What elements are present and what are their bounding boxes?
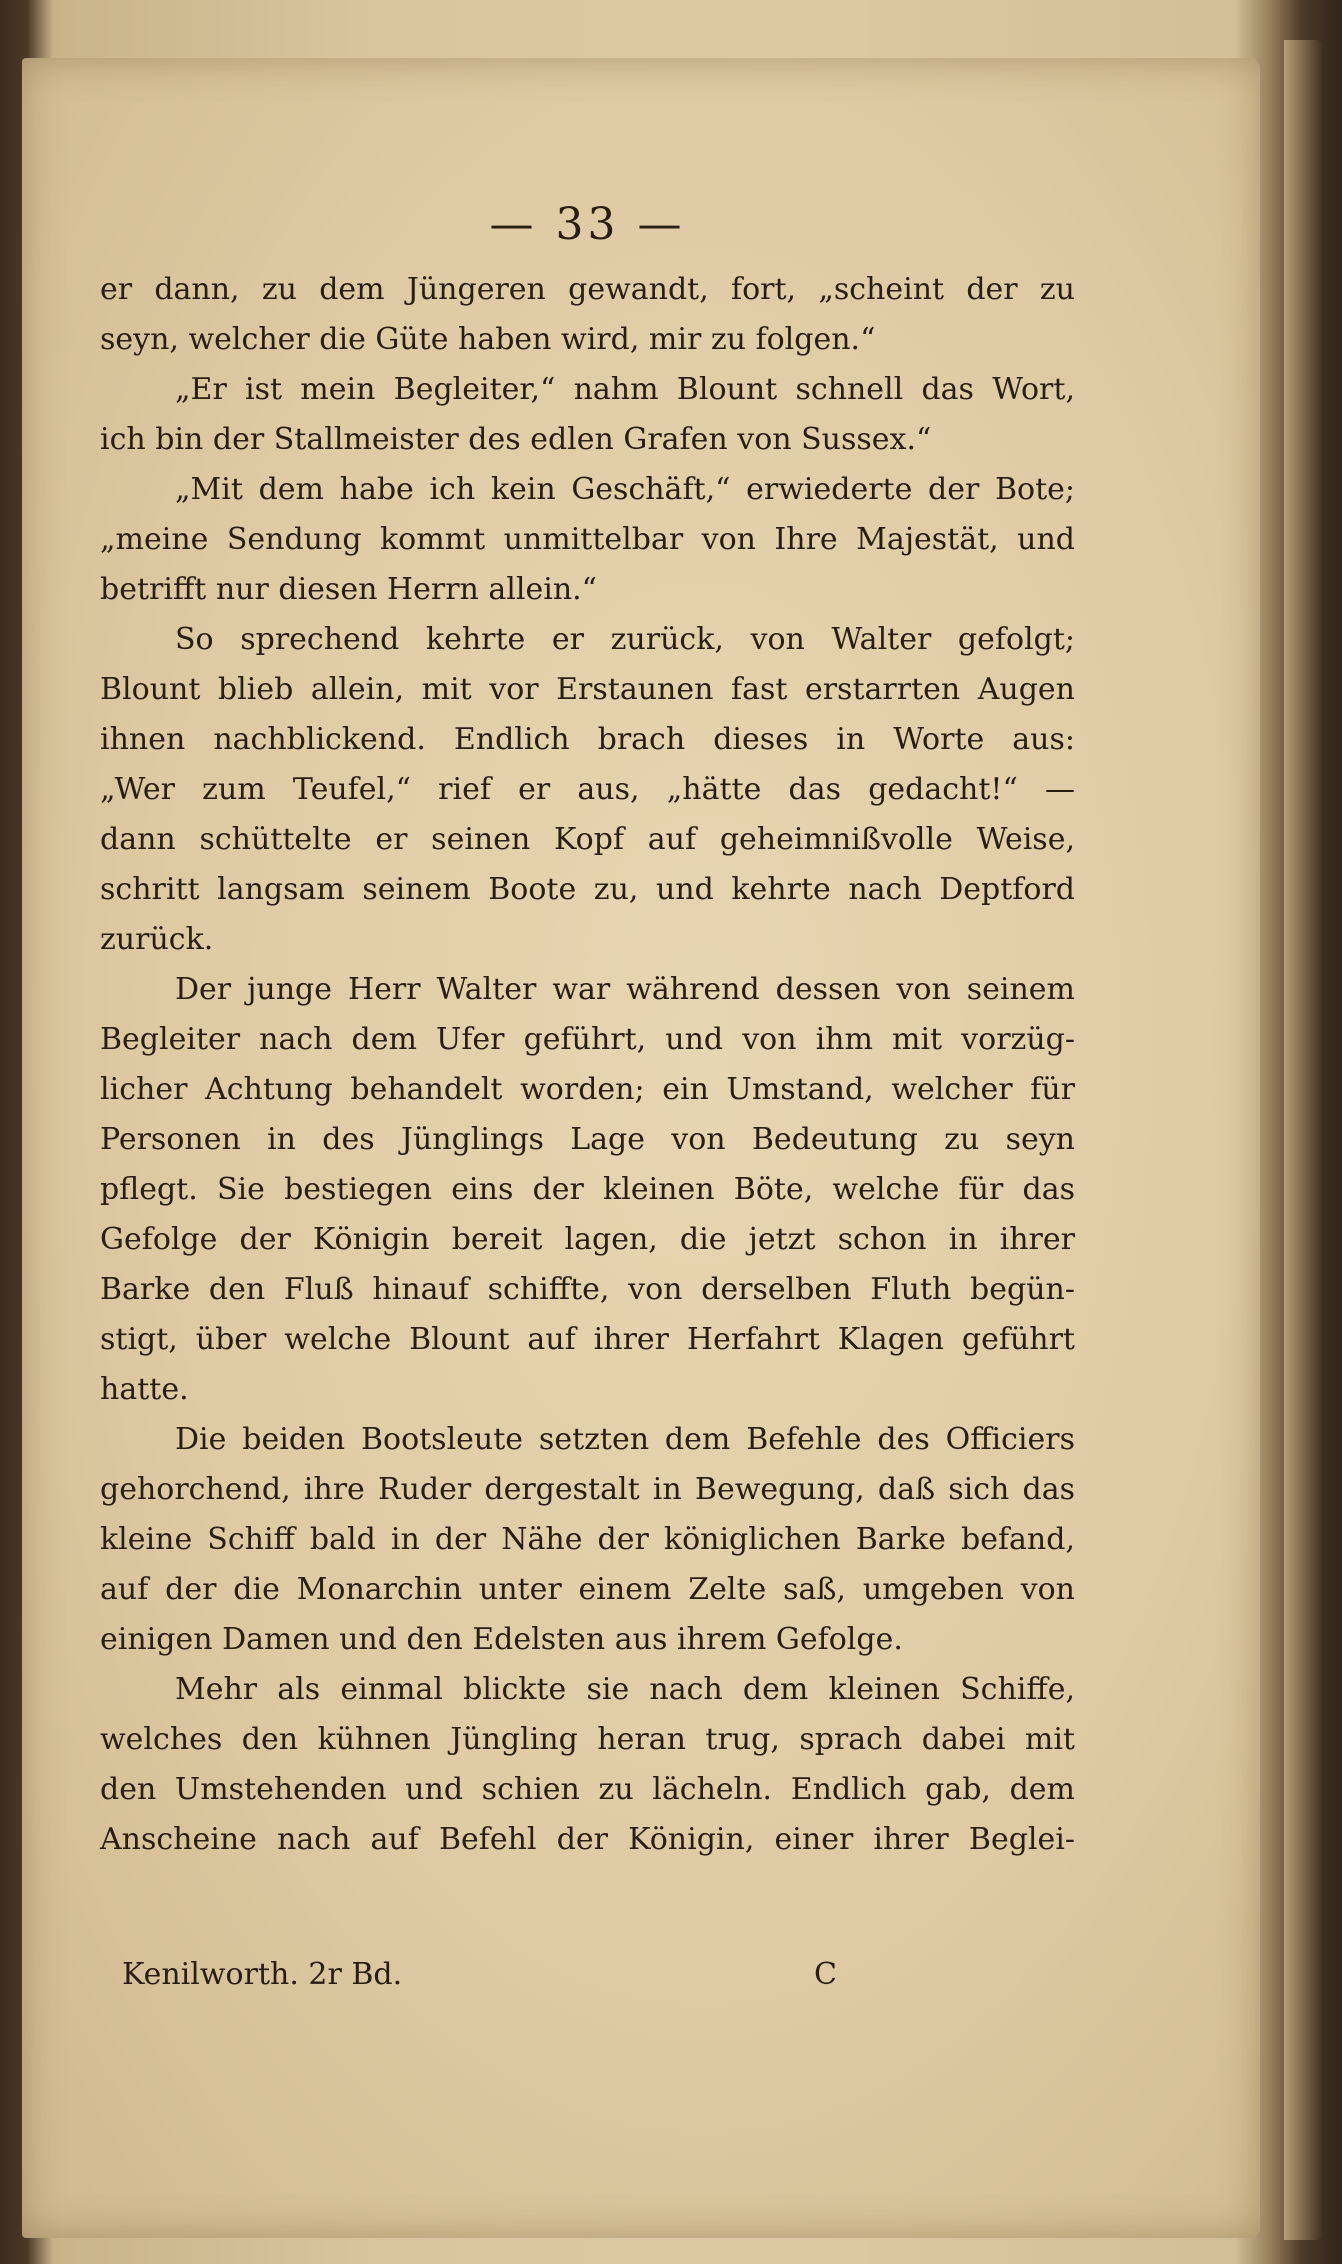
- text-line: ihnen nachblickend. Endlich brach dieses in Worte aus:: [100, 722, 1075, 757]
- text-line: schritt langsam seinem Boote zu, und kehrte nach Deptford: [100, 872, 1075, 907]
- text-line: Personen in des Jünglings Lage von Bedeutung zu seyn: [100, 1122, 1075, 1157]
- page-number: — 33 —: [489, 199, 686, 250]
- text-line: kleine Schiff bald in der Nähe der königlichen Barke befand,: [100, 1522, 1075, 1557]
- text-line: seyn, welcher die Güte haben wird, mir zu folgen.“: [100, 322, 876, 357]
- text-line: dann schüttelte er seinen Kopf auf geheimnißvolle Weise,: [100, 822, 1075, 857]
- page-text: [100, 195, 1075, 1865]
- text-line: Die beiden Bootsleute setzten dem Befehle des Officiers: [175, 1422, 1075, 1457]
- text-line: „Mit dem habe ich kein Geschäft,“ erwiederte der Bote;: [175, 472, 1075, 507]
- text-line: hatte.: [100, 1372, 189, 1407]
- text-line: „Wer zum Teufel,“ rief er aus, „hätte das gedacht!“ —: [100, 772, 1075, 807]
- text-line: betrifft nur diesen Herrn allein.“: [100, 572, 598, 607]
- text-body: [100, 265, 1075, 1865]
- text-line: Gefolge der Königin bereit lagen, die jetzt schon in ihrer: [100, 1222, 1075, 1257]
- text-line: Anscheine nach auf Befehl der Königin, einer ihrer Beglei-: [100, 1822, 1075, 1857]
- text-line: zurück.: [100, 922, 214, 957]
- footer-title: Kenilworth. 2r Bd.: [122, 1957, 403, 1992]
- text-line: licher Achtung behandelt worden; ein Umstand, welcher für: [100, 1072, 1075, 1107]
- text-line: einigen Damen und den Edelsten aus ihrem Gefolge.: [100, 1622, 903, 1657]
- text-line: „Er ist mein Begleiter,“ nahm Blount schnell das Wort,: [175, 372, 1075, 407]
- text-line: Blount blieb allein, mit vor Erstaunen fast erstarrten Augen: [100, 672, 1075, 707]
- text-line: Barke den Fluß hinauf schiffte, von derselben Fluth begün-: [100, 1272, 1075, 1307]
- page-edge: [1284, 40, 1324, 2240]
- text-line: er dann, zu dem Jüngeren gewandt, fort, „scheint der zu: [100, 272, 1075, 307]
- text-line: Der junge Herr Walter war während dessen von seinem: [175, 972, 1075, 1007]
- text-line: welches den kühnen Jüngling heran trug, sprach dabei mit: [100, 1722, 1075, 1757]
- text-line: den Umstehenden und schien zu lächeln. Endlich gab, dem: [100, 1772, 1075, 1807]
- text-line: stigt, über welche Blount auf ihrer Herfahrt Klagen geführt: [100, 1322, 1075, 1357]
- signature-mark: C: [814, 1957, 837, 1992]
- text-line: gehorchend, ihre Ruder dergestalt in Bewegung, daß sich das: [100, 1472, 1075, 1507]
- text-line: pflegt. Sie bestiegen eins der kleinen Böte, welche für das: [100, 1172, 1075, 1207]
- text-line: So sprechend kehrte er zurück, von Walter gefolgt;: [175, 622, 1075, 657]
- text-line: „meine Sendung kommt unmittelbar von Ihre Majestät, und: [100, 522, 1075, 557]
- page-footer: [122, 1950, 922, 2000]
- text-line: Mehr als einmal blickte sie nach dem kleinen Schiffe,: [175, 1672, 1075, 1707]
- text-line: ich bin der Stallmeister des edlen Grafen von Sussex.“: [100, 422, 932, 457]
- text-line: auf der die Monarchin unter einem Zelte saß, umgeben von: [100, 1572, 1075, 1607]
- text-line: Begleiter nach dem Ufer geführt, und von ihm mit vorzüg-: [100, 1022, 1075, 1057]
